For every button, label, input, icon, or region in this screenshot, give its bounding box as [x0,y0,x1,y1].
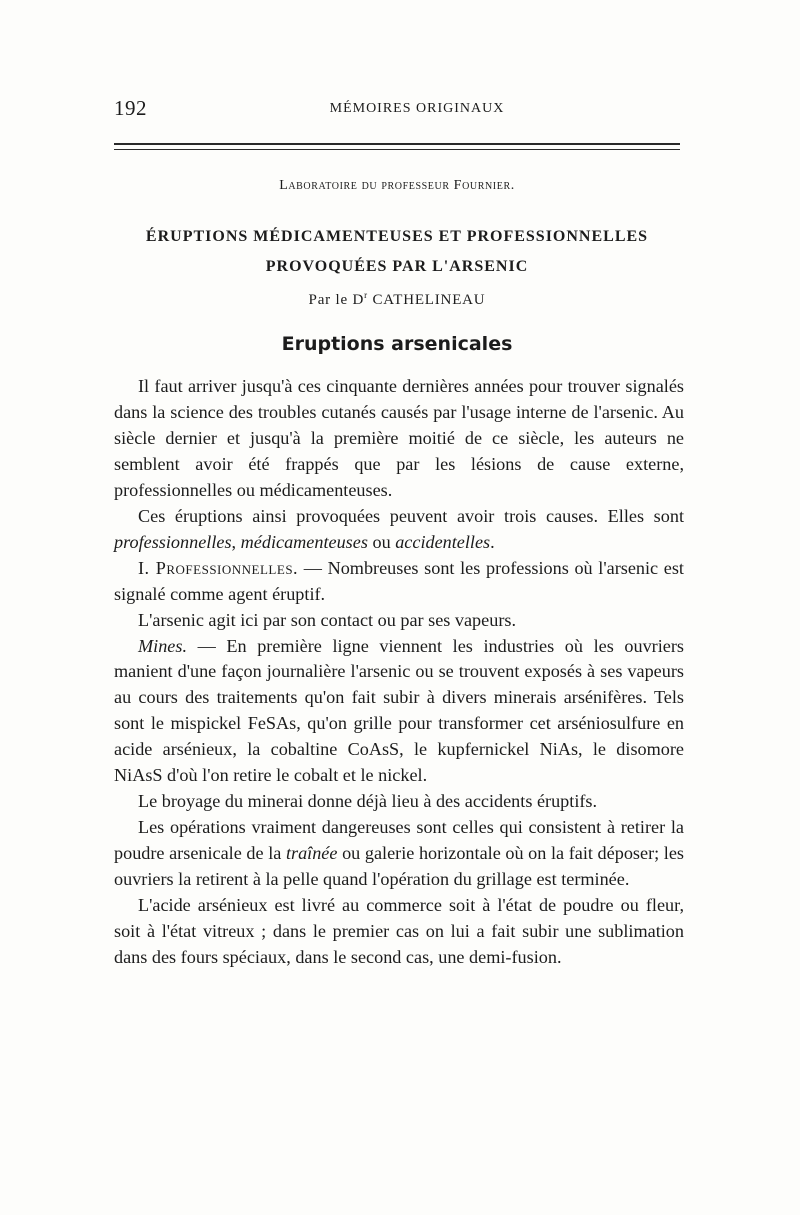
section-heading: Eruptions arsenicales [281,333,513,355]
header-rule-thin [114,149,680,150]
author-line [114,290,680,309]
author-prefix: Par le D [308,292,365,308]
text-run: Les opérations vraiment dangereuses sont celles qui consistent à retirer la poudre arsenicale de la [114,817,684,864]
text-run: . [490,531,495,552]
body-text [114,374,684,971]
paragraph: Le broyage du minerai donne déjà lieu à des accidents éruptifs. [138,791,598,812]
laboratory-line: Laboratoire du professeur Fournier. [279,178,515,193]
text-run: , [231,531,241,552]
text-run: ou galerie horizontale où on la fait déposer; les ouvriers la retirent à la pelle quand l'opération du grillage est terminée. [114,843,684,890]
paragraph [114,815,684,893]
running-head [114,96,680,126]
paragraph [114,634,684,790]
text-run: ou [367,531,396,552]
page-number: 192 [114,96,147,120]
header-rule-thick [114,143,680,145]
italic-term: médicamenteuses [240,531,368,552]
subsection-label: I. Professionnelles. [138,557,299,578]
running-title: MÉMOIRES ORIGINAUX [329,101,505,116]
author-prefix-sup: r [364,290,368,300]
paragraph: L'arsenic agit ici par son contact ou par ses vapeurs. [138,609,517,630]
italic-term: accidentelles [395,531,491,552]
author-name: CATHELINEAU [367,292,486,308]
text-run: — En première ligne viennent les industries où les ouvriers manient d'une façon journalière l'arsenic ou se trouvent exposés à ses vapeurs au cours des traitements qu'on fait subir à divers minerais arsénifères. Tels sont le mispickel FeSAs, qu'on grille pour transformer cet arséniosulfure en acide arsénieux, la cobaltine CoAsS, le kupfernickel NiAs, le disomore NiAsS d'où l'on retire le cobalt et le nickel. [114,635,684,786]
article-title-line-1: ÉRUPTIONS MÉDICAMENTEUSES ET PROFESSIONNELLES [145,228,649,245]
text-run: — Nombreuses sont les professions où l'arsenic est signalé comme agent éruptif. [114,557,684,604]
paragraph: L'acide arsénieux est livré au commerce soit à l'état de poudre ou fleur, soit à l'état vitreux ; dans le premier cas on lui a fait subir une sublimation dans des fours spéciaux, dans le second cas, une demi-fusion. [114,895,684,967]
italic-term: traînée [285,843,338,864]
article-title-line-2: PROVOQUÉES PAR L'ARSENIC [265,258,529,275]
paragraph: Il faut arriver jusqu'à ces cinquante dernières années pour trouver signalés dans la science des troubles cutanés causés par l'usage interne de l'arsenic. Au siècle dernier et jusqu'à la première moitié de ce siècle, les auteurs ne semblent avoir été frappés que par les lésions de cause externe, professionnelles ou médicamenteuses. [114,376,684,500]
text-run: Ces éruptions ainsi provoquées peuvent avoir trois causes. Elles sont [138,505,684,526]
italic-label: Mines. [138,635,187,656]
paragraph [114,504,684,556]
italic-term: professionnelles [114,531,232,552]
paragraph [114,556,684,608]
